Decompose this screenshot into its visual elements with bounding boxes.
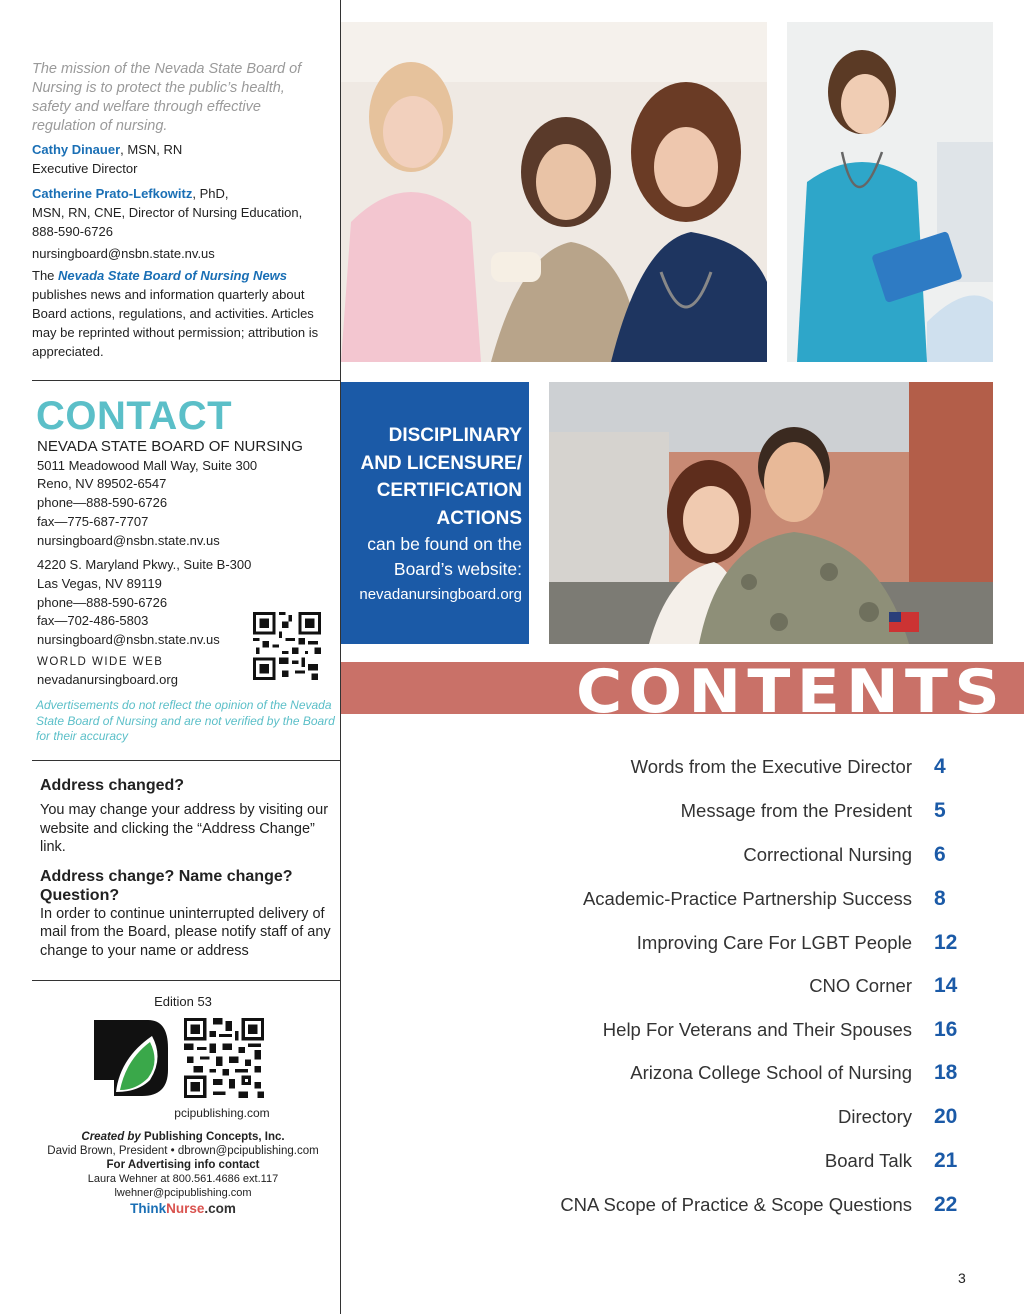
publication-text: publishes news and information quarterly about Board actions, regulations, and activities. Articles may be reprinted without permission; attribution is appreciated. <box>32 287 319 359</box>
photo-nurse-with-child-and-mother <box>341 22 767 362</box>
publication-note <box>32 266 322 361</box>
toc-item[interactable] <box>460 882 960 916</box>
divider <box>32 760 340 761</box>
lv-phone: phone—888-590-6726 <box>37 594 168 610</box>
toc-item[interactable] <box>460 794 960 828</box>
reno-email: nursingboard@nsbn.state.nv.us <box>37 532 220 548</box>
toc-item[interactable] <box>460 1056 960 1090</box>
disciplinary-subtext: can be found on the <box>367 534 522 554</box>
disciplinary-actions-box <box>341 382 529 644</box>
advertising-disclaimer: Advertisements do not reflect the opinion of the Nevada State Board of Nursing and are not verified by the Board for their accuracy <box>36 698 335 743</box>
staff-title: Executive Director <box>32 161 138 176</box>
staff-name: Catherine Prato-Lefkowitz <box>32 186 193 201</box>
nurse-text: Nurse <box>166 1201 205 1216</box>
think-text: Think <box>130 1201 167 1216</box>
toc-item-title: CNA Scope of Practice & Scope Questions <box>560 1194 912 1215</box>
toc-item-title: Directory <box>837 1106 912 1127</box>
masthead <box>32 140 322 361</box>
photo-veteran-and-spouse <box>549 382 993 644</box>
toc-item-page: 14 <box>934 974 958 997</box>
toc-item-title: Improving Care For LGBT People <box>636 932 912 953</box>
disciplinary-subtext: Board’s website: <box>393 559 522 579</box>
lv-address-line: Las Vegas, NV 89119 <box>37 575 162 591</box>
toc-item-title: Words from the Executive Director <box>630 756 912 777</box>
toc-item-page: 20 <box>934 1105 958 1128</box>
toc-item-page: 6 <box>934 843 946 866</box>
toc-item[interactable] <box>460 1188 960 1222</box>
photo-illustration <box>787 22 993 362</box>
qr-code-icon <box>253 612 321 680</box>
contact-website: nevadanursingboard.org <box>37 672 178 688</box>
publisher-president: David Brown, President • dbrown@pcipublishing.com <box>47 1145 319 1157</box>
address-text: You may change your address by visiting our website and clicking the “Address Change” link. <box>40 802 329 855</box>
staff-executive <box>32 140 322 178</box>
toc-item[interactable] <box>460 1100 960 1134</box>
toc-item-title: CNO Corner <box>809 975 912 996</box>
www-label: WORLD WIDE WEB <box>37 655 164 668</box>
staff-phone: 888-590-6726 <box>32 224 113 239</box>
toc-item-title: Help For Veterans and Their Spouses <box>602 1019 912 1040</box>
photo-illustration <box>549 382 993 644</box>
toc-item[interactable] <box>460 926 960 960</box>
staff-title: MSN, RN, CNE, Director of Nursing Education, <box>32 205 303 220</box>
created-by-label: Created by <box>81 1131 141 1143</box>
qr-code-icon <box>184 1018 264 1098</box>
lv-email: nursingboard@nsbn.state.nv.us <box>37 632 220 648</box>
contents-title: CONTENTS <box>576 657 1007 727</box>
toc-item-page: 8 <box>934 887 946 910</box>
lv-address-line: 4220 S. Maryland Pkwy., Suite B-300 <box>37 557 252 573</box>
disciplinary-heading-line: DISCIPLINARY <box>388 425 522 446</box>
toc-item-title: Board Talk <box>824 1150 912 1171</box>
contact-heading: CONTACT <box>36 394 233 438</box>
disciplinary-heading-line: AND LICENSURE/ <box>360 452 522 474</box>
toc-item[interactable] <box>460 969 960 1003</box>
toc-item-page: 12 <box>934 931 958 954</box>
publisher-company: Publishing Concepts, Inc. <box>140 1131 285 1143</box>
toc-item-title: Academic-Practice Partnership Success <box>582 888 912 909</box>
reno-address-line: 5011 Meadowood Mall Way, Suite 300 <box>37 457 258 473</box>
advertising-contact: Laura Wehner at 800.561.4686 ext.117 <box>87 1173 279 1185</box>
divider <box>32 380 340 381</box>
staff-credentials: , PhD, <box>192 186 229 201</box>
address-change-section <box>40 776 336 960</box>
toc-item[interactable] <box>460 1013 960 1047</box>
page-number: 3 <box>958 1270 966 1286</box>
toc-item-page: 16 <box>934 1018 958 1041</box>
disciplinary-heading-line: CERTIFICATION <box>376 480 522 501</box>
toc-item-page: 21 <box>934 1149 958 1172</box>
toc-item[interactable] <box>460 838 960 872</box>
staff-name: Cathy Dinauer <box>32 142 121 157</box>
advertising-email: lwehner@pcipublishing.com <box>114 1187 252 1199</box>
publisher-website: pcipublishing.com <box>174 1106 270 1120</box>
dotcom-text: .com <box>204 1201 236 1216</box>
mission-statement: The mission of the Nevada State Board of Nursing is to protect the public’s health, safety and welfare through effective regulation of nursing. <box>32 61 302 134</box>
publication-prefix: The <box>32 268 59 283</box>
reno-address-line: Reno, NV 89502-6547 <box>37 476 167 492</box>
toc-item-title: Correctional Nursing <box>743 844 912 865</box>
toc-item-page: 18 <box>934 1061 958 1084</box>
toc-item-page: 4 <box>934 755 946 778</box>
toc-item-title: Message from the President <box>680 800 912 821</box>
address-heading: Address change? Name change? Question? <box>40 867 293 904</box>
reno-phone: phone—888-590-6726 <box>37 495 168 511</box>
edition-label: Edition 53 <box>154 994 212 1009</box>
photo-nurse-with-clipboard <box>787 22 993 362</box>
contact-org: NEVADA STATE BOARD OF NURSING <box>37 438 303 455</box>
address-heading: Address changed? <box>40 777 185 794</box>
publisher-logo-icon <box>90 1018 170 1098</box>
advertising-label: For Advertising info contact <box>106 1159 260 1171</box>
staff-director <box>32 184 322 241</box>
disciplinary-heading-line: ACTIONS <box>436 507 522 529</box>
toc-item-page: 5 <box>934 799 946 822</box>
reno-fax: fax—775-687-7707 <box>37 513 149 529</box>
lv-fax: fax—702-486-5803 <box>37 613 149 629</box>
staff-credentials: , MSN, RN <box>120 142 183 157</box>
photo-illustration <box>341 22 767 362</box>
publisher-credits <box>32 1130 334 1216</box>
toc-item[interactable] <box>460 750 960 784</box>
toc-item-title: Arizona College School of Nursing <box>630 1062 912 1083</box>
board-email: nursingboard@nsbn.state.nv.us <box>32 246 215 261</box>
thinknurse-logo <box>32 1202 334 1216</box>
divider <box>32 980 340 981</box>
disciplinary-website-link[interactable]: nevadanursingboard.org <box>359 586 522 603</box>
toc-item[interactable] <box>460 1144 960 1178</box>
publication-name: Nevada State Board of Nursing News <box>58 268 288 283</box>
toc-item-page: 22 <box>934 1193 958 1216</box>
address-text: In order to continue uninterrupted delivery of mail from the Board, please notify staff of any change to your name or address <box>40 905 331 959</box>
